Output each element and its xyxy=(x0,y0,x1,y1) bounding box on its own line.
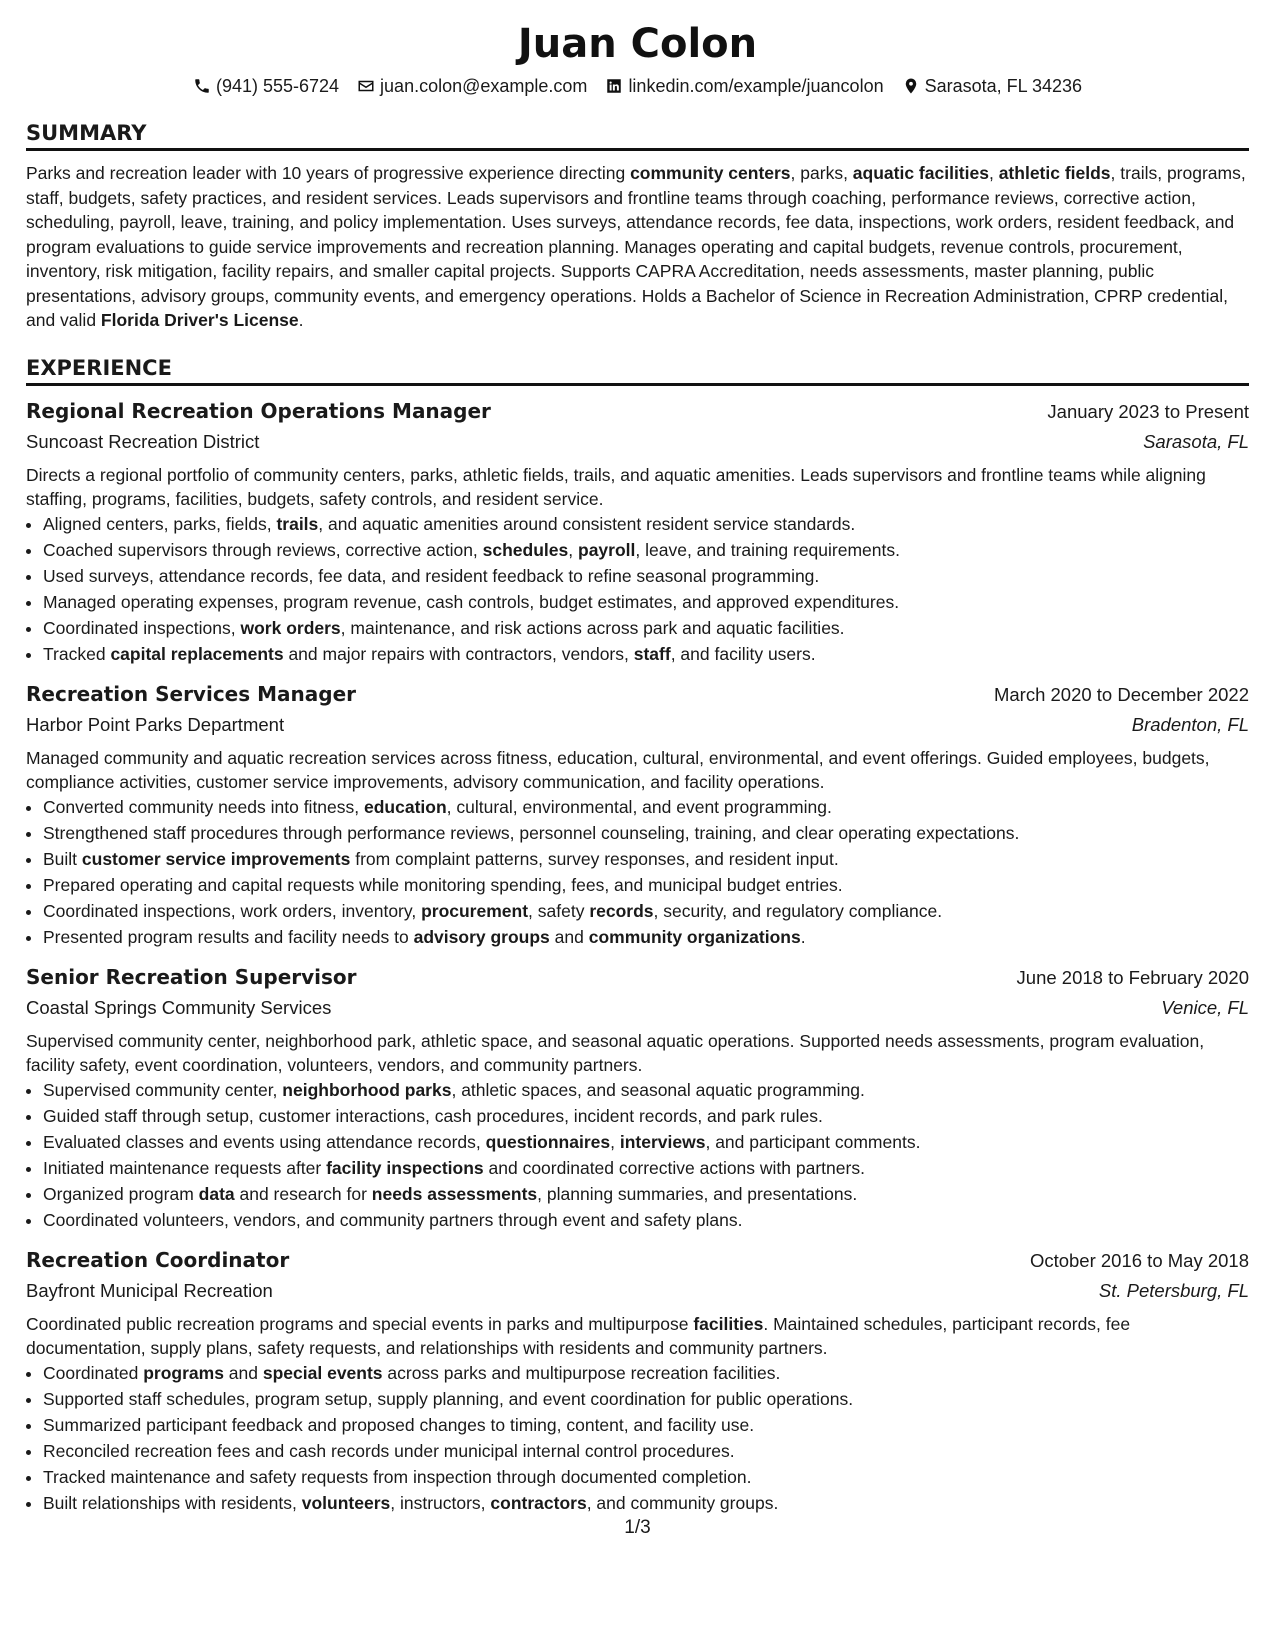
bold-phrase: capital replacements xyxy=(110,643,284,664)
text-segment: Organized program xyxy=(43,1183,199,1204)
bold-phrase: community centers xyxy=(630,163,791,183)
text-segment: Coordinated inspections, work orders, inventory, xyxy=(43,900,422,921)
job-organization: Bayfront Municipal Recreation xyxy=(26,1279,273,1301)
job-bullet xyxy=(43,898,1249,924)
bold-phrase: needs assessments xyxy=(371,1183,538,1204)
text-segment: Guided staff through setup, customer interactions, cash procedures, incident records, and park rules. xyxy=(43,1105,823,1126)
text-segment: . xyxy=(298,310,304,330)
text-segment: Coached supervisors through reviews, corrective action, xyxy=(43,539,483,560)
location-pin-icon xyxy=(902,77,920,95)
text-segment: and research for xyxy=(234,1183,372,1204)
text-segment: Used surveys, attendance records, fee data, and resident feedback to refine seasonal programming. xyxy=(43,565,820,586)
job-location: Bradenton, FL xyxy=(1131,713,1249,735)
job-organization: Harbor Point Parks Department xyxy=(26,713,285,735)
bold-phrase: trails xyxy=(276,513,319,534)
job-dates: March 2020 to December 2022 xyxy=(993,683,1249,705)
job-bullet xyxy=(43,1386,1249,1412)
text-segment: . xyxy=(800,926,806,947)
job-entry xyxy=(26,396,1249,667)
text-segment: and xyxy=(223,1362,263,1383)
job-entry xyxy=(26,1245,1249,1516)
text-segment: Summarized participant feedback and proposed changes to timing, content, and facility use. xyxy=(43,1414,755,1435)
text-segment: Built relationships with residents, xyxy=(43,1492,302,1513)
text-segment: and coordinated corrective actions with partners. xyxy=(483,1157,865,1178)
bold-phrase: aquatic facilities xyxy=(852,163,989,183)
bold-phrase: staff xyxy=(633,643,671,664)
job-bullet xyxy=(43,589,1249,615)
job-bullet xyxy=(43,1181,1249,1207)
job-description xyxy=(26,1029,1249,1077)
text-segment: Presented program results and facility needs to xyxy=(43,926,414,947)
summary-heading: SUMMARY xyxy=(26,120,1249,151)
job-bullet xyxy=(43,1207,1249,1233)
text-segment: and xyxy=(549,926,589,947)
text-segment: Supervised community center, xyxy=(43,1079,283,1100)
job-bullet xyxy=(43,1077,1249,1103)
job-bullet-list xyxy=(26,511,1249,667)
job-bullet xyxy=(43,1438,1249,1464)
job-description xyxy=(26,1312,1249,1360)
text-segment: , cultural, environmental, and event programming. xyxy=(446,796,832,817)
experience-heading: EXPERIENCE xyxy=(26,355,1249,386)
text-segment: from complaint patterns, survey responses, and resident input. xyxy=(350,848,839,869)
text-segment: Supervised community center, neighborhood park, athletic space, and seasonal aquatic operations. Supported needs assessments, program evaluation, facility safety, event coordination, volunteers, vendors, and community partners. xyxy=(26,1030,1205,1075)
text-segment: Prepared operating and capital requests while monitoring spending, fees, and municipal budget entries. xyxy=(43,874,843,895)
linkedin-icon xyxy=(605,77,623,95)
job-bullet-list xyxy=(26,1077,1249,1233)
contact-text: Sarasota, FL 34236 xyxy=(924,76,1083,96)
contact-item[interactable] xyxy=(193,74,339,98)
job-bullet xyxy=(43,511,1249,537)
text-segment: Built xyxy=(43,848,82,869)
text-segment: Converted community needs into fitness, xyxy=(43,796,364,817)
text-segment: , and facility users. xyxy=(670,643,816,664)
text-segment: , maintenance, and risk actions across park and aquatic facilities. xyxy=(340,617,845,638)
text-segment: Supported staff schedules, program setup, supply planning, and event coordination for public operations. xyxy=(43,1388,854,1409)
contact-item[interactable] xyxy=(902,74,1082,98)
bold-phrase: volunteers xyxy=(301,1492,391,1513)
text-segment: . Maintained schedules, participant records, fee documentation, supply plans, safety requests, and relationships with residents and community partners. xyxy=(26,1313,1131,1358)
job-bullet xyxy=(43,537,1249,563)
text-segment: , trails, programs, staff, budgets, safety practices, and resident services. Leads supervisors and frontline teams through coaching, performance reviews, corrective action, scheduling, payroll, leave, training, and policy implementation. Uses surveys, attendance records, fee data, inspections, work orders, resident feedback, and program evaluations to guide service improvements and recreation planning. Manages operating and capital budgets, revenue controls, procurement, inventory, risk mitigation, facility repairs, and smaller capital projects. Supports CAPRA Accreditation, needs assessments, master planning, public presentations, advisory groups, community events, and emergency operations. Holds a Bachelor of Science in Recreation Administration, CPRP credential, and valid xyxy=(26,163,1246,330)
bold-phrase: facility inspections xyxy=(326,1157,484,1178)
job-bullet xyxy=(43,1490,1249,1516)
text-segment: Strengthened staff procedures through performance reviews, personnel counseling, training, and clear operating expectations. xyxy=(43,822,1020,843)
job-bullet xyxy=(43,872,1249,898)
bold-phrase: payroll xyxy=(578,539,636,560)
text-segment: Aligned centers, parks, fields, xyxy=(43,513,277,534)
text-segment: Reconciled recreation fees and cash records under municipal internal control procedures. xyxy=(43,1440,735,1461)
job-title: Senior Recreation Supervisor xyxy=(26,964,357,989)
text-segment: Directs a regional portfolio of community centers, parks, athletic fields, trails, and aquatic amenities. Leads supervisors and frontline teams while aligning staffing, programs, facilities, budgets, safety controls, and resident service. xyxy=(26,464,1206,509)
text-segment: Tracked xyxy=(43,643,111,664)
job-header-row xyxy=(26,962,1249,993)
text-segment: , security, and regulatory compliance. xyxy=(653,900,943,921)
text-segment: , leave, and training requirements. xyxy=(635,539,900,560)
contact-bar xyxy=(26,74,1249,98)
job-bullet xyxy=(43,615,1249,641)
text-segment: , and aquatic amenities around consistent resident service standards. xyxy=(318,513,856,534)
job-org-row xyxy=(26,710,1249,740)
bold-phrase: customer service improvements xyxy=(81,848,351,869)
job-bullet xyxy=(43,794,1249,820)
text-segment: Managed community and aquatic recreation services across fitness, education, cultural, environmental, and event offerings. Guided employees, budgets, compliance activities, customer service improvements, advisory communication, and facility operations. xyxy=(26,747,1210,792)
job-description xyxy=(26,463,1249,511)
job-organization: Suncoast Recreation District xyxy=(26,430,260,452)
text-segment: Managed operating expenses, program revenue, cash controls, budget estimates, and approved expenditures. xyxy=(43,591,900,612)
bold-phrase: work orders xyxy=(240,617,341,638)
job-bullet xyxy=(43,924,1249,950)
text-segment: , planning summaries, and presentations. xyxy=(537,1183,858,1204)
job-description xyxy=(26,746,1249,794)
job-bullet-list xyxy=(26,794,1249,950)
bold-phrase: neighborhood parks xyxy=(282,1079,452,1100)
bold-phrase: records xyxy=(589,900,654,921)
job-header-row xyxy=(26,396,1249,427)
text-segment: Parks and recreation leader with 10 years of progressive experience directing xyxy=(26,163,631,183)
job-bullet xyxy=(43,641,1249,667)
job-dates: June 2018 to February 2020 xyxy=(1016,966,1249,988)
experience-section xyxy=(26,355,1249,1516)
text-segment: and major repairs with contractors, vendors, xyxy=(283,643,634,664)
text-segment: Initiated maintenance requests after xyxy=(43,1157,327,1178)
job-header-row xyxy=(26,679,1249,710)
job-title: Recreation Coordinator xyxy=(26,1247,290,1272)
text-segment: , safety xyxy=(528,900,590,921)
contact-item[interactable] xyxy=(357,74,587,98)
bold-phrase: questionnaires xyxy=(485,1131,611,1152)
bold-phrase: programs xyxy=(143,1362,224,1383)
text-segment: Coordinated public recreation programs and special events in parks and multipurpose xyxy=(26,1313,694,1334)
bold-phrase: procurement xyxy=(421,900,529,921)
job-bullet xyxy=(43,1155,1249,1181)
text-segment: , and community groups. xyxy=(586,1492,779,1513)
job-title: Recreation Services Manager xyxy=(26,681,356,706)
job-bullet xyxy=(43,1360,1249,1386)
text-segment: , xyxy=(988,163,999,183)
text-segment: Coordinated xyxy=(43,1362,144,1383)
text-segment: , instructors, xyxy=(390,1492,491,1513)
bold-phrase: special events xyxy=(262,1362,383,1383)
job-title: Regional Recreation Operations Manager xyxy=(26,398,491,423)
job-location: Venice, FL xyxy=(1161,996,1249,1018)
candidate-name: Juan Colon xyxy=(517,21,758,67)
job-header-row xyxy=(26,1245,1249,1276)
text-segment: , xyxy=(610,1131,620,1152)
bold-phrase: education xyxy=(364,796,447,817)
text-segment: , athletic spaces, and seasonal aquatic programming. xyxy=(451,1079,865,1100)
contact-text: juan.colon@example.com xyxy=(380,76,588,96)
job-dates: October 2016 to May 2018 xyxy=(1029,1249,1249,1271)
job-bullet xyxy=(43,846,1249,872)
bold-phrase: Florida Driver's License xyxy=(100,310,299,330)
job-organization: Coastal Springs Community Services xyxy=(26,996,332,1018)
job-org-row xyxy=(26,993,1249,1023)
bold-phrase: athletic fields xyxy=(998,163,1111,183)
job-location: Sarasota, FL xyxy=(1143,430,1249,452)
job-entry xyxy=(26,679,1249,950)
job-entry xyxy=(26,962,1249,1233)
bold-phrase: contractors xyxy=(490,1492,587,1513)
job-bullet xyxy=(43,1103,1249,1129)
text-segment: , parks, xyxy=(790,163,853,183)
bold-phrase: facilities xyxy=(693,1313,764,1334)
job-list xyxy=(26,396,1249,1516)
summary-text xyxy=(26,161,1249,333)
email-icon xyxy=(357,77,375,95)
text-segment: across parks and multipurpose recreation facilities. xyxy=(382,1362,781,1383)
bold-phrase: interviews xyxy=(619,1131,706,1152)
job-bullet-list xyxy=(26,1360,1249,1516)
job-bullet xyxy=(43,1129,1249,1155)
job-bullet xyxy=(43,1464,1249,1490)
bold-phrase: data xyxy=(198,1183,235,1204)
bold-phrase: advisory groups xyxy=(413,926,550,947)
text-segment: Coordinated inspections, xyxy=(43,617,241,638)
contact-text: linkedin.com/example/juancolon xyxy=(628,76,884,96)
summary-section xyxy=(26,120,1249,333)
text-segment: , and participant comments. xyxy=(705,1131,921,1152)
text-segment: , xyxy=(568,539,578,560)
contact-item[interactable] xyxy=(605,74,883,98)
job-dates: January 2023 to Present xyxy=(1047,400,1249,422)
job-bullet xyxy=(43,1412,1249,1438)
page-indicator: 1/3 xyxy=(624,1517,651,1538)
job-org-row xyxy=(26,1276,1249,1306)
text-segment: Coordinated volunteers, vendors, and community partners through event and safety plans. xyxy=(43,1209,743,1230)
job-org-row xyxy=(26,427,1249,457)
job-bullet xyxy=(43,820,1249,846)
text-segment: Evaluated classes and events using attendance records, xyxy=(43,1131,486,1152)
phone-icon xyxy=(193,77,211,95)
contact-text: (941) 555-6724 xyxy=(215,76,340,96)
text-segment: Tracked maintenance and safety requests from inspection through documented completion. xyxy=(43,1466,752,1487)
job-bullet xyxy=(43,563,1249,589)
bold-phrase: community organizations xyxy=(588,926,801,947)
bold-phrase: schedules xyxy=(482,539,569,560)
job-location: St. Petersburg, FL xyxy=(1098,1279,1249,1301)
